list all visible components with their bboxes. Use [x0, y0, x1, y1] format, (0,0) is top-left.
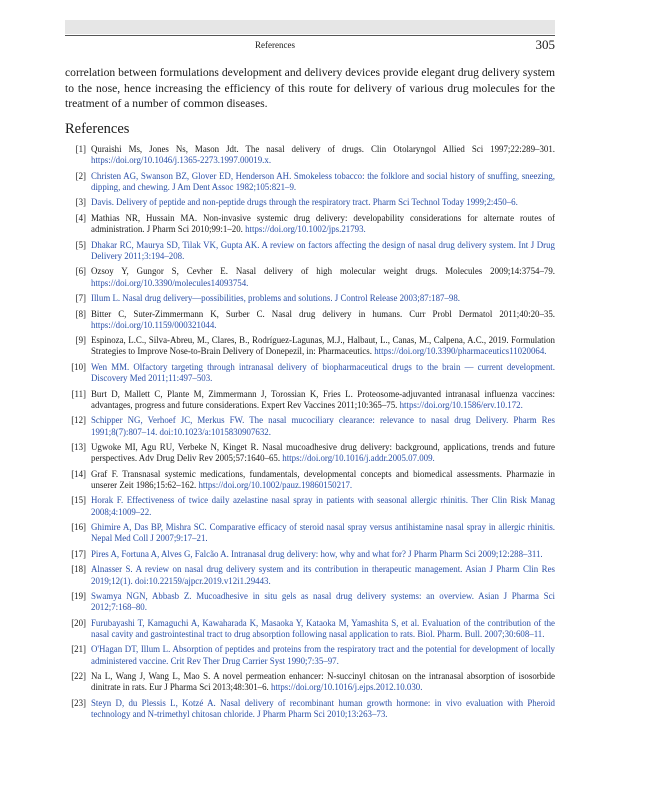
reference-link[interactable]: Steyn D, du Plessis L, Kotzé A. Nasal delivery of recombinant human growth hormone: in vivo evaluation with Pheroid technology and N-trimethyl chitosan chloride. J Pharm Pharm Sci 2010;13:263–73.	[91, 697, 555, 720]
reference-number: [18]	[71, 564, 86, 575]
reference-text	[91, 240, 555, 262]
reference-link[interactable]: Illum L. Nasal drug delivery—possibilities, problems and solutions. J Control Release 2003;87:187–98.	[91, 293, 461, 304]
reference-number: [2]	[75, 170, 86, 181]
reference-text	[91, 197, 555, 208]
reference-text	[91, 335, 555, 357]
reference-item	[65, 442, 555, 464]
reference-item	[65, 309, 555, 331]
reference-list	[65, 144, 555, 725]
reference-link[interactable]: https://doi.org/10.1586/erv.10.172.	[399, 399, 523, 410]
reference-item	[65, 591, 555, 613]
header-rule	[65, 35, 555, 36]
reference-item	[65, 171, 555, 193]
reference-text	[91, 549, 555, 560]
reference-link[interactable]: https://doi.org/10.3390/molecules14093754.	[91, 277, 249, 288]
intro-paragraph: correlation between formulations development and delivery devices provide elegant drug delivery system to the nose, hence increasing the efficiency of this route for delivery of various drug molecules for the treatment of a number of common diseases.	[65, 66, 555, 110]
reference-number: [22]	[71, 671, 86, 682]
reference-link[interactable]: O'Hagan DT, Illum L. Absorption of peptides and proteins from the respiratory tract and the potential for development of locally administered vaccine. Crit Rev Ther Drug Carrier Syst 1990;7:35–97.	[91, 644, 555, 666]
reference-item	[65, 240, 555, 262]
reference-text	[91, 564, 555, 586]
reference-link[interactable]: Ghimire A, Das BP, Mishra SC. Comparative efficacy of steroid nasal spray versus antihistamine nasal spray in allergic rhinitis. Nepal Med Coll J 2007;9:17–21.	[91, 522, 555, 544]
reference-text	[91, 618, 555, 640]
reference-number: [12]	[71, 415, 86, 426]
reference-link[interactable]: https://doi.org/10.1016/j.addr.2005.07.009.	[282, 453, 435, 464]
reference-item	[65, 618, 555, 640]
reference-link[interactable]: Christen AG, Swanson BZ, Glover ED, Henderson AH. Smokeless tobacco: the folklore and social history of snuffing, sneezing, dipping, and chewing. J Am Dent Assoc 1982;105:821–9.	[91, 170, 555, 192]
reference-link[interactable]: https://doi.org/10.1016/j.ejps.2012.10.030.	[270, 682, 423, 693]
reference-text	[91, 213, 555, 235]
page-number: 305	[535, 37, 555, 52]
header-band	[65, 20, 555, 34]
reference-item	[65, 335, 555, 357]
reference-citation: Na L, Wang J, Wang L, Mao S. A novel permeation enhancer: N-succinyl chitosan on the intranasal absorption of isosorbide dinitrate in rats. Eur J Pharma Sci 2013;48:301–6.	[91, 671, 555, 693]
reference-item	[65, 698, 555, 720]
reference-item	[65, 522, 555, 544]
reference-link[interactable]: https://doi.org/10.1002/jps.21793.	[245, 224, 366, 235]
reference-item	[65, 495, 555, 517]
reference-item	[65, 415, 555, 437]
reference-link[interactable]: Davis. Delivery of peptide and non-peptide drugs through the respiratory tract. Pharm Sci Technol Today 1999;2:450–6.	[91, 197, 518, 208]
reference-link[interactable]: https://doi.org/10.1159/000321044.	[91, 319, 217, 330]
reference-item	[65, 564, 555, 586]
reference-number: [3]	[75, 197, 86, 208]
reference-citation: Graf F. Transnasal systemic medications, fundamentals, developmental concepts and biomedical assessments. Pharmazie in unserer Zeit 1986;15:62–162.	[91, 468, 555, 490]
reference-link[interactable]: Pires A, Fortuna A, Alves G, Falcão A. Intranasal drug delivery: how, why and what for? J Pharm Pharm Sci 2009;12:288–311.	[91, 548, 543, 559]
reference-citation: Ugwoke MI, Agu RU, Verbeke N, Kinget R. Nasal mucoadhesive drug delivery: background, applications, trends and future perspectives. Adv Drug Deliv Rev 2005;57:1640–65.	[91, 442, 555, 464]
reference-number: [13]	[71, 442, 86, 453]
running-title: References	[255, 40, 295, 50]
reference-number: [20]	[71, 617, 86, 628]
reference-number: [5]	[75, 239, 86, 250]
reference-number: [14]	[71, 468, 86, 479]
reference-number: [7]	[75, 293, 86, 304]
reference-item	[65, 549, 555, 560]
reference-item	[65, 389, 555, 411]
reference-citation: Quraishi Ms, Jones Ns, Mason Jdt. The nasal delivery of drugs. Clin Otolaryngol Allied Sci 1997;22:289–301.	[91, 144, 555, 154]
reference-link[interactable]: Horak F. Effectiveness of twice daily azelastine nasal spray in patients with seasonal allergic rhinitis. Ther Clin Risk Manag 2008;4:1009–22.	[91, 495, 555, 517]
reference-number: [8]	[75, 308, 86, 319]
reference-number: [4]	[75, 212, 86, 223]
reference-number: [23]	[71, 697, 86, 708]
reference-item	[65, 213, 555, 235]
reference-citation: Mathias NR, Hussain MA. Non-invasive systemic drug delivery: developability considerations for alternate routes of administration. J Pharm Sci 2010;99:1–20.	[91, 212, 555, 235]
reference-text	[91, 698, 555, 720]
reference-number: [6]	[75, 266, 86, 277]
reference-number: [15]	[71, 495, 86, 506]
reference-item	[65, 144, 555, 166]
reference-citation: Ozsoy Y, Gungor S, Cevher E. Nasal delivery of high molecular weight drugs. Molecules 2009;14:3754–79.	[91, 266, 555, 277]
reference-text	[91, 362, 555, 384]
reference-text	[91, 671, 555, 693]
reference-item	[65, 644, 555, 666]
reference-link[interactable]: https://doi.org/10.3390/pharmaceutics11020064.	[374, 346, 547, 357]
reference-text	[91, 522, 555, 544]
reference-item	[65, 469, 555, 491]
references-heading: References	[65, 121, 130, 137]
reference-text	[91, 293, 555, 304]
reference-number: [9]	[75, 335, 86, 346]
reference-number: [17]	[71, 548, 86, 559]
reference-text	[91, 266, 555, 288]
reference-number: [19]	[71, 591, 86, 602]
reference-text	[91, 144, 555, 166]
reference-item	[65, 266, 555, 288]
reference-number: [1]	[75, 144, 86, 154]
reference-item	[65, 362, 555, 384]
reference-text	[91, 171, 555, 193]
reference-link[interactable]: Schipper NG, Verhoef JC, Merkus FW. The nasal mucociliary clearance: relevance to nasal drug Delivery. Pharm Res 1991;8(7):807–14. doi:10.1023/a:1015830907632.	[91, 415, 555, 437]
reference-text	[91, 442, 555, 464]
reference-text	[91, 495, 555, 517]
reference-link[interactable]: Swamya NGN, Abbasb Z. Mucoadhesive in situ gels as nasal drug delivery systems: an overview. Asian J Pharma Sci 2012;7:168–80.	[91, 591, 555, 613]
reference-link[interactable]: https://doi.org/10.1002/pauz.19860150217.	[198, 479, 353, 490]
reference-item	[65, 671, 555, 693]
reference-text	[91, 469, 555, 491]
reference-link[interactable]: Dhakar RC, Maurya SD, Tilak VK, Gupta AK. A review on factors affecting the design of nasal drug delivery system. Int J Drug Delivery 2011;3:194–208.	[91, 239, 555, 261]
reference-item	[65, 197, 555, 208]
reference-link[interactable]: https://doi.org/10.1046/j.1365-2273.1997.00019.x.	[91, 155, 272, 166]
reference-link[interactable]: Alnasser S. A review on nasal drug delivery system and its contribution in therapeutic management. Asian J Pharm Clin Res 2019;12(1). doi:10.22159/ajpcr.2019.v12i1.29443.	[91, 564, 555, 586]
reference-text	[91, 415, 555, 437]
reference-number: [10]	[71, 361, 86, 372]
reference-item	[65, 293, 555, 304]
reference-number: [21]	[71, 644, 86, 655]
reference-number: [16]	[71, 522, 86, 533]
reference-text	[91, 591, 555, 613]
reference-text	[91, 309, 555, 331]
reference-citation: Espinoza, L.C., Silva-Abreu, M., Clares, B., Rodríguez-Lagunas, M.J., Halbaut, L., Canas, M., Calpena, A.C., 2019. Formulation Strategies to Improve Nose-to-Brain Delivery of Donepezil, in: Pharmaceutics.	[91, 335, 555, 357]
reference-citation: Burt D, Mallett C, Plante M, Zimmermann J, Torossian K, Fries L. Proteosome-adjuvanted intranasal influenza vaccines: advantages, progress and future considerations. Expert Rev Vaccines 2011;10:365–75.	[91, 388, 555, 410]
reference-citation: Bitter C, Suter-Zimmermann K, Surber C. Nasal drug delivery in humans. Curr Probl Dermatol 2011;40:20–35.	[91, 308, 555, 319]
reference-text	[91, 644, 555, 666]
reference-link[interactable]: Wen MM. Olfactory targeting through intranasal delivery of biopharmaceutical drugs to the brain — current development. Discovery Med 2011;11:497–503.	[91, 361, 555, 384]
reference-number: [11]	[71, 388, 86, 399]
reference-text	[91, 389, 555, 411]
reference-link[interactable]: Furubayashi T, Kamaguchi A, Kawaharada K, Masaoka Y, Kataoka M, Yamashita S, et al. Evaluation of the contribution of the nasal cavity and gastrointestinal tract to drug absorption following nasal application to rats. Biol. Pharm. Bull. 2007;30:608–11.	[91, 617, 555, 639]
